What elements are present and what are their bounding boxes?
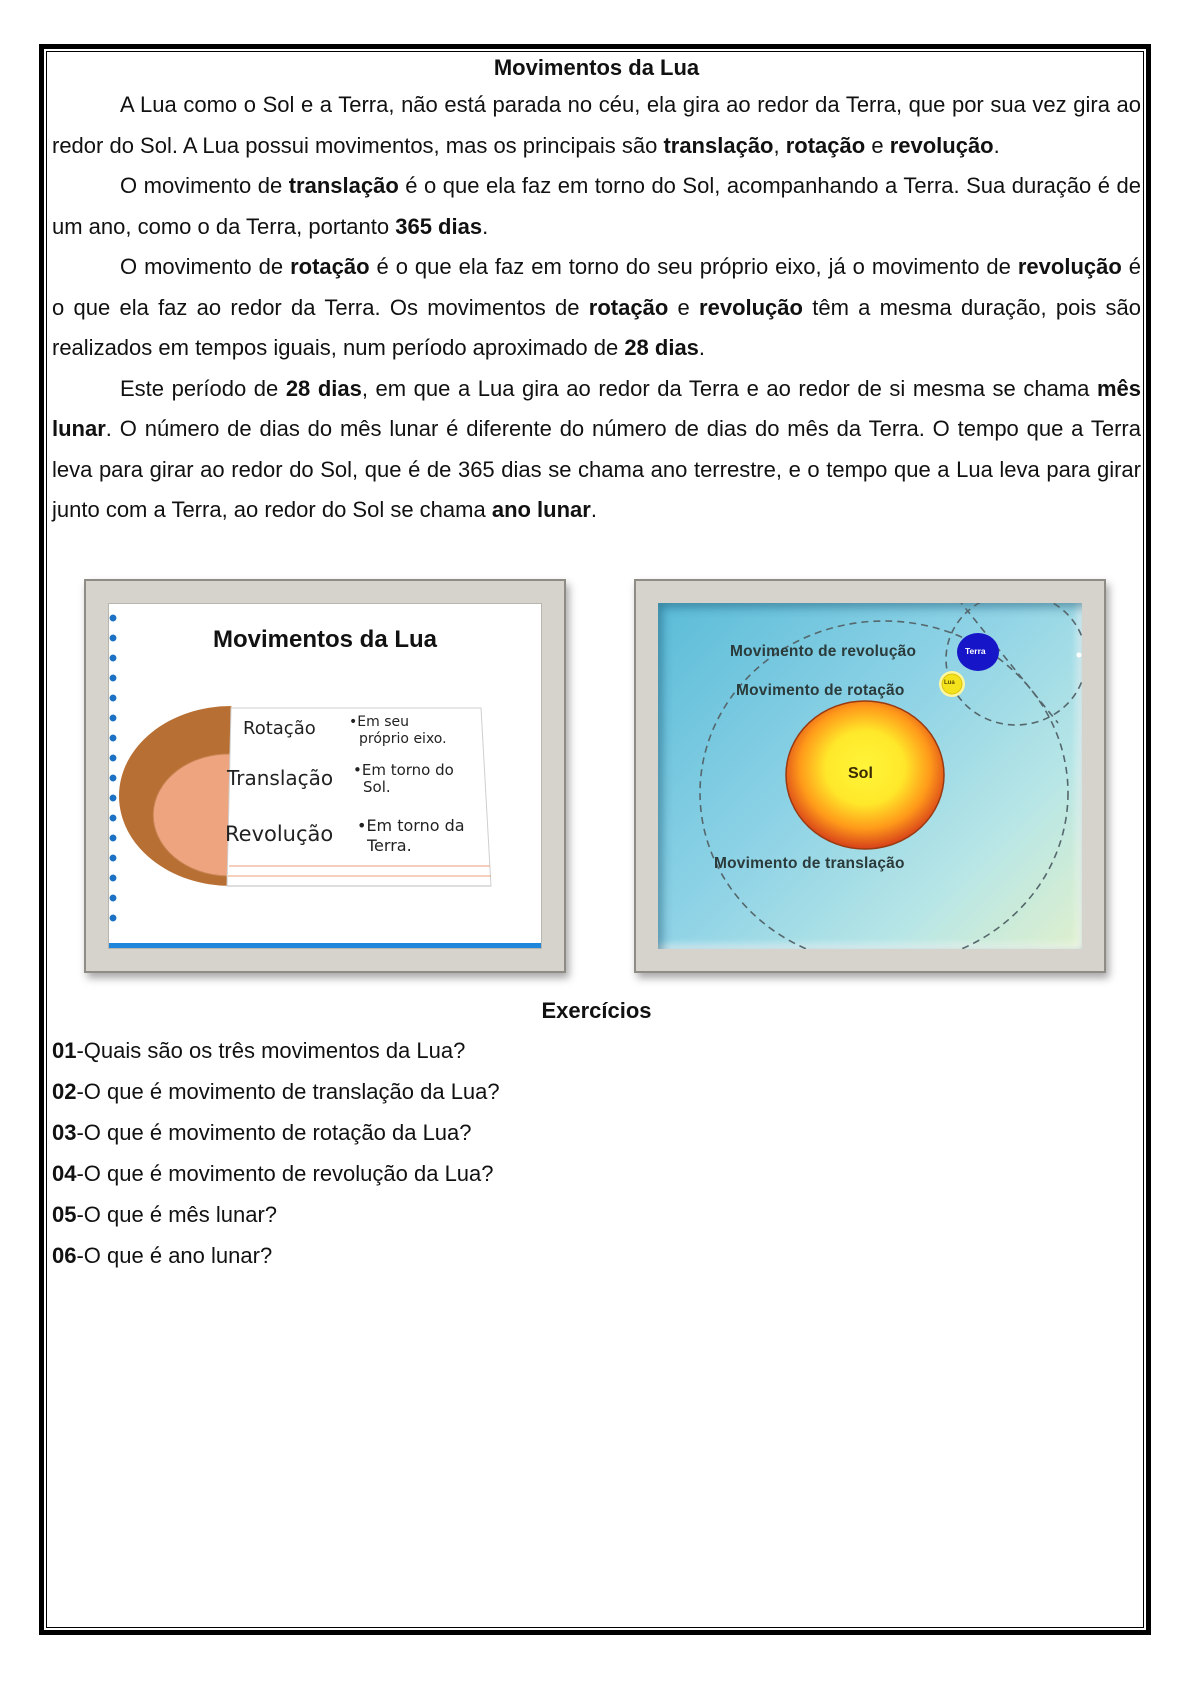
bold-term: 28 dias xyxy=(624,335,699,360)
exercise-item xyxy=(52,1194,1141,1235)
text-run: O movimento de xyxy=(120,173,289,198)
label-moon: Lua xyxy=(944,679,955,686)
bullet-icon: • xyxy=(357,815,367,835)
spiral-binding-dots xyxy=(109,608,117,934)
row-desc-revolution: •Em torno da Terra. xyxy=(357,815,465,855)
exercise-question: -O que é movimento de rotação da Lua? xyxy=(76,1119,472,1145)
exercise-question: -O que é movimento de translação da Lua? xyxy=(76,1078,500,1104)
text-run: O movimento de xyxy=(120,254,291,279)
text-run: , em que a Lua gira ao redor da Terra e ao redor de si mesma se chama xyxy=(361,375,1097,401)
label-revolution: Movimento de revolução xyxy=(730,642,917,660)
text-run: é o que ela faz ao redor da Terra. Os movimentos de xyxy=(52,254,1142,320)
row-label-translation: Translação xyxy=(227,765,334,790)
exercise-question: -O que é mês lunar? xyxy=(76,1201,278,1227)
movements-list xyxy=(223,708,491,880)
exercise-question: -O que é ano lunar? xyxy=(76,1242,273,1268)
bold-term: revolução xyxy=(699,294,803,320)
text-run: Este período de xyxy=(120,375,286,401)
exercise-number: 01 xyxy=(52,1037,77,1063)
slide-bottom-bar xyxy=(109,943,541,948)
row-desc-translation: •Em torno do Sol. xyxy=(353,760,454,796)
exercise-number: 05 xyxy=(52,1201,77,1227)
exercise-item xyxy=(52,1071,1141,1112)
paragraph-rotation-revolution xyxy=(52,247,1141,369)
bold-term: revolução xyxy=(889,132,994,158)
text-run: . xyxy=(590,497,597,522)
text-run: , xyxy=(773,132,786,158)
paragraph-intro xyxy=(52,85,1141,166)
exercise-item xyxy=(52,1235,1141,1276)
orbit-canvas xyxy=(658,603,1082,949)
exercise-question: -Quais são os três movimentos da Lua? xyxy=(76,1037,466,1063)
figure-moon-movements-slide xyxy=(84,579,566,973)
text-run: e xyxy=(668,294,700,320)
row-label-revolution: Revolução xyxy=(225,821,334,846)
text-run: é o que ela faz em torno do seu próprio eixo, já o movimento de xyxy=(369,254,1018,279)
text-run: e xyxy=(865,132,890,158)
text-run: . xyxy=(993,132,1000,158)
bold-term: 28 dias xyxy=(285,375,362,401)
text-run: é o que ela faz em torno do Sol, acompanhando a Terra. Sua duração é de um ano, como o da Terra, portanto xyxy=(52,173,1142,239)
bold-term: rotação xyxy=(290,254,370,279)
label-translation: Movimento de translação xyxy=(714,854,905,872)
exercise-number: 04 xyxy=(52,1160,77,1186)
exercise-number: 03 xyxy=(52,1119,77,1145)
bold-term: mês lunar xyxy=(52,375,1141,441)
bold-term: translação xyxy=(663,132,774,158)
exercise-question: -O que é movimento de revolução da Lua? xyxy=(76,1160,494,1186)
figure-orbits-diagram xyxy=(634,579,1106,973)
text-run: . xyxy=(698,335,706,360)
bold-term: rotação xyxy=(588,294,669,320)
exercises-title: Exercícios xyxy=(541,997,652,1023)
document-body xyxy=(52,51,1141,1276)
bold-term: revolução xyxy=(1017,254,1122,279)
bold-term: translação xyxy=(288,173,399,198)
slide-canvas xyxy=(108,603,542,949)
exercise-number: 02 xyxy=(52,1078,77,1104)
label-earth: Terra xyxy=(965,645,986,656)
figures-row xyxy=(52,531,1141,986)
text-run: . xyxy=(482,213,489,239)
bold-term: ano lunar xyxy=(491,497,591,522)
exercise-item xyxy=(52,1030,1141,1071)
exercise-number: 06 xyxy=(52,1242,77,1268)
label-sun: Sol xyxy=(848,764,873,782)
text-run: têm a mesma duração, pois são realizados em tempos iguais, num período aproximado de xyxy=(52,294,1141,360)
bold-term: 365 dias xyxy=(395,213,483,239)
bullet-icon: • xyxy=(349,713,358,730)
text-run: . O número de dias do mês lunar é diferente do número de dias do mês da Terra. O tempo que a Terra leva para girar ao redor do Sol, que é de 365 dias se chama ano terrestre, e o tempo que a Lua leva para girar junto com a Terra, ao redor do Sol se chama xyxy=(52,416,1141,522)
bullet-icon: • xyxy=(353,760,362,779)
exercise-item xyxy=(52,1112,1141,1153)
document-title: Movimentos da Lua xyxy=(493,55,700,80)
paragraph-lunar-month xyxy=(52,369,1141,531)
document-text xyxy=(52,85,1141,531)
slide-title: Movimentos da Lua xyxy=(212,625,438,653)
row-desc-rotation: •Em seu próprio eixo. xyxy=(349,713,447,747)
label-rotation: Movimento de rotação xyxy=(736,681,905,699)
text-run: A Lua como o Sol e a Terra, não está parada no céu, ela gira ao redor da Terra, que por sua vez gira ao redor do Sol. A Lua possui movimentos, mas os principais são xyxy=(52,92,1141,158)
bold-term: rotação xyxy=(785,132,866,158)
exercises-list xyxy=(52,1030,1141,1276)
paragraph-translation xyxy=(52,166,1141,247)
exercise-item xyxy=(52,1153,1141,1194)
row-label-rotation: Rotação xyxy=(243,717,316,739)
